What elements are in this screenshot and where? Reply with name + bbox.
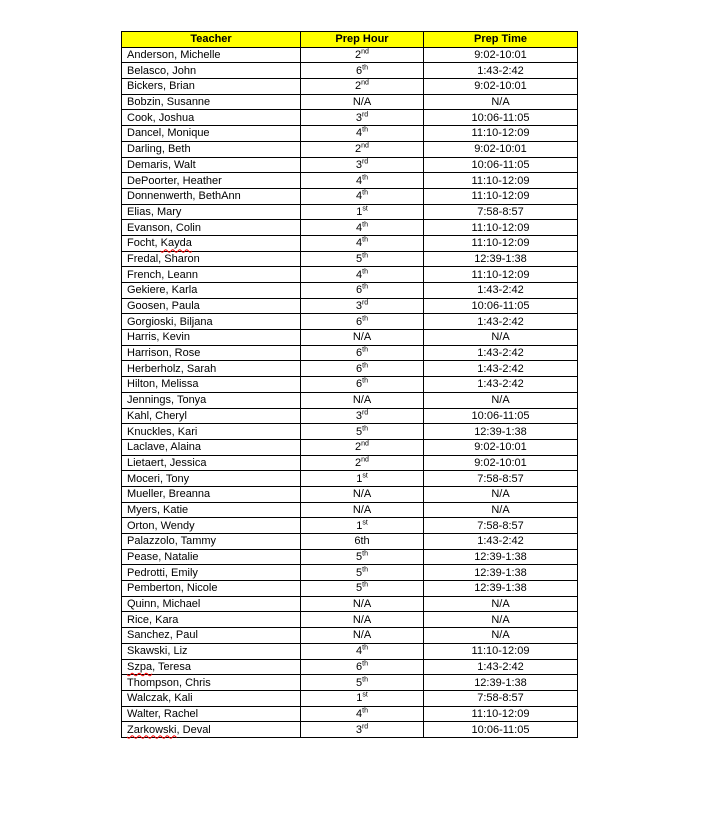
prep-hour-cell: 4th: [301, 188, 424, 204]
prep-time-cell: 1:43-2:42: [424, 361, 578, 377]
teacher-name-cell: Cook, Joshua: [122, 110, 301, 126]
prep-time-cell: 1:43-2:42: [424, 63, 578, 79]
prep-time-cell: 11:10-12:09: [424, 706, 578, 722]
prep-hour-cell: 5th: [301, 251, 424, 267]
ordinal-suffix: nd: [361, 79, 369, 87]
ordinal-suffix: st: [362, 205, 368, 213]
teacher-name-cell: Zarkowski, Deval: [122, 722, 301, 738]
prep-hour-cell: 5th: [301, 675, 424, 691]
teacher-name-cell: French, Leann: [122, 267, 301, 283]
table-row: [122, 377, 578, 393]
teacher-name-cell: Pease, Natalie: [122, 549, 301, 565]
prep-hour-cell: 5th: [301, 424, 424, 440]
table-row: [122, 235, 578, 251]
table-row: [122, 659, 578, 675]
prep-time-cell: 1:43-2:42: [424, 534, 578, 550]
teacher-name-cell: Pemberton, Nicole: [122, 581, 301, 597]
table-row: [122, 110, 578, 126]
ordinal-suffix: rd: [361, 158, 369, 166]
prep-hour-cell: 4th: [301, 126, 424, 142]
prep-hour-cell: 1st: [301, 471, 424, 487]
ordinal-suffix: th: [362, 252, 368, 260]
table-row: [122, 63, 578, 79]
ordinal-suffix: rd: [361, 111, 369, 119]
table-row: [122, 690, 578, 706]
ordinal-suffix: th: [362, 268, 368, 275]
table-row: [122, 173, 578, 189]
prep-schedule-table: [121, 31, 578, 738]
teacher-name-cell: Moceri, Tony: [122, 471, 301, 487]
ordinal-suffix: th: [362, 581, 368, 589]
teacher-name-cell: Skawski, Liz: [122, 643, 301, 659]
prep-time-cell: 12:39-1:38: [424, 581, 578, 597]
table-row: [122, 267, 578, 283]
prep-time-cell: 11:10-12:09: [424, 126, 578, 142]
table-row: [122, 534, 578, 550]
prep-hour-cell: 3rd: [301, 298, 424, 314]
ordinal-suffix: th: [362, 377, 368, 385]
prep-hour-cell: 6th: [301, 534, 424, 550]
prep-time-cell: 1:43-2:42: [424, 377, 578, 393]
teacher-name-cell: Walter, Rachel: [122, 706, 301, 722]
ordinal-suffix: th: [362, 236, 368, 244]
header-cell-prep-time: Prep Time: [424, 32, 578, 48]
teacher-name-cell: Anderson, Michelle: [122, 47, 301, 63]
ordinal-suffix: th: [362, 283, 368, 291]
prep-time-cell: N/A: [424, 628, 578, 644]
ordinal-suffix: th: [362, 346, 368, 354]
prep-hour-cell: 5th: [301, 549, 424, 565]
misspelled-word: Szpa: [127, 660, 153, 673]
prep-hour-cell: 6th: [301, 345, 424, 361]
prep-hour-cell: N/A: [301, 612, 424, 628]
teacher-name-cell: Harrison, Rose: [122, 345, 301, 361]
header-cell-teacher: Teacher: [122, 32, 301, 48]
teacher-name-cell: Laclave, Alaina: [122, 439, 301, 455]
prep-time-cell: 12:39-1:38: [424, 549, 578, 565]
teacher-name-cell: Hilton, Melissa: [122, 377, 301, 393]
prep-time-cell: 11:10-12:09: [424, 220, 578, 236]
table-row: [122, 675, 578, 691]
prep-time-cell: 10:06-11:05: [424, 298, 578, 314]
prep-hour-cell: 5th: [301, 565, 424, 581]
teacher-name-cell: Walczak, Kali: [122, 690, 301, 706]
prep-hour-cell: N/A: [301, 628, 424, 644]
prep-time-cell: 7:58-8:57: [424, 690, 578, 706]
teacher-name-cell: Donnenwerth, BethAnn: [122, 188, 301, 204]
prep-hour-cell: 6th: [301, 283, 424, 299]
table-row: [122, 251, 578, 267]
teacher-name-cell: Gekiere, Karla: [122, 283, 301, 299]
prep-time-cell: 9:02-10:01: [424, 47, 578, 63]
ordinal-suffix: th: [362, 424, 368, 432]
prep-hour-cell: 3rd: [301, 157, 424, 173]
prep-time-cell: 10:06-11:05: [424, 408, 578, 424]
teacher-name-cell: Goosen, Paula: [122, 298, 301, 314]
prep-hour-cell: 6th: [301, 63, 424, 79]
table-row: [122, 204, 578, 220]
teacher-name-cell: Evanson, Colin: [122, 220, 301, 236]
prep-time-cell: 9:02-10:01: [424, 141, 578, 157]
ordinal-suffix: th: [362, 707, 368, 715]
misspelled-word: Kayda: [160, 237, 192, 250]
teacher-name-cell: Myers, Katie: [122, 502, 301, 518]
teacher-name-cell: Fredal, Sharon: [122, 251, 301, 267]
teacher-name-cell: Knuckles, Kari: [122, 424, 301, 440]
ordinal-suffix: th: [362, 64, 368, 72]
teacher-name-cell: Quinn, Michael: [122, 596, 301, 612]
prep-hour-cell: 4th: [301, 220, 424, 236]
prep-time-cell: N/A: [424, 392, 578, 408]
teacher-name-cell: Rice, Kara: [122, 612, 301, 628]
table-row: [122, 79, 578, 95]
prep-time-cell: N/A: [424, 596, 578, 612]
prep-hour-cell: N/A: [301, 502, 424, 518]
prep-time-cell: 7:58-8:57: [424, 518, 578, 534]
table-row: [122, 314, 578, 330]
table-row: [122, 157, 578, 173]
ordinal-suffix: rd: [361, 299, 369, 307]
prep-hour-cell: 2nd: [301, 141, 424, 157]
prep-hour-cell: 4th: [301, 173, 424, 189]
prep-time-cell: N/A: [424, 502, 578, 518]
teacher-name-cell: Palazzolo, Tammy: [122, 534, 301, 550]
prep-time-cell: 11:10-12:09: [424, 188, 578, 204]
ordinal-suffix: nd: [361, 456, 369, 464]
table-body: [122, 47, 578, 737]
ordinal-suffix: nd: [361, 142, 369, 150]
table-row: [122, 471, 578, 487]
table-row: [122, 188, 578, 204]
table-row: [122, 722, 578, 738]
prep-hour-cell: 4th: [301, 706, 424, 722]
prep-time-cell: 11:10-12:09: [424, 643, 578, 659]
table-row: [122, 345, 578, 361]
table-row: [122, 455, 578, 471]
prep-hour-cell: 4th: [301, 267, 424, 283]
teacher-name-cell: Dancel, Monique: [122, 126, 301, 142]
table-row: [122, 581, 578, 597]
table-row: [122, 549, 578, 565]
prep-time-cell: 1:43-2:42: [424, 283, 578, 299]
prep-hour-cell: 3rd: [301, 110, 424, 126]
ordinal-suffix: th: [362, 189, 368, 197]
teacher-name-cell: Harris, Kevin: [122, 330, 301, 346]
teacher-name-cell: Gorgioski, Biljana: [122, 314, 301, 330]
prep-time-cell: 12:39-1:38: [424, 675, 578, 691]
prep-time-cell: 10:06-11:05: [424, 110, 578, 126]
prep-hour-cell: 1st: [301, 204, 424, 220]
prep-time-cell: 9:02-10:01: [424, 439, 578, 455]
table-row: [122, 612, 578, 628]
teacher-name-cell: Bickers, Brian: [122, 79, 301, 95]
ordinal-suffix: th: [362, 675, 368, 683]
table-row: [122, 94, 578, 110]
table-row: [122, 330, 578, 346]
table-row: [122, 298, 578, 314]
table-row: [122, 502, 578, 518]
table-row: [122, 408, 578, 424]
table-row: [122, 643, 578, 659]
ordinal-suffix: th: [362, 550, 368, 558]
prep-time-cell: 12:39-1:38: [424, 565, 578, 581]
teacher-name-cell: Pedrotti, Emily: [122, 565, 301, 581]
prep-hour-cell: N/A: [301, 94, 424, 110]
table-row: [122, 424, 578, 440]
teacher-name-cell: Thompson, Chris: [122, 675, 301, 691]
ordinal-suffix: st: [362, 691, 368, 699]
prep-time-cell: 10:06-11:05: [424, 722, 578, 738]
table-row: [122, 628, 578, 644]
prep-time-cell: 1:43-2:42: [424, 314, 578, 330]
prep-hour-cell: 6th: [301, 314, 424, 330]
prep-hour-cell: N/A: [301, 596, 424, 612]
table-row: [122, 361, 578, 377]
ordinal-suffix: rd: [361, 409, 369, 417]
prep-hour-cell: N/A: [301, 486, 424, 502]
teacher-name-cell: Herberholz, Sarah: [122, 361, 301, 377]
ordinal-suffix: nd: [361, 440, 369, 448]
teacher-name-cell: Mueller, Breanna: [122, 486, 301, 502]
prep-time-cell: N/A: [424, 330, 578, 346]
prep-time-cell: 12:39-1:38: [424, 251, 578, 267]
ordinal-suffix: st: [362, 519, 368, 526]
table-row: [122, 706, 578, 722]
teacher-name-cell: Belasco, John: [122, 63, 301, 79]
prep-time-cell: 11:10-12:09: [424, 173, 578, 189]
ordinal-suffix: th: [362, 362, 368, 370]
ordinal-suffix: th: [362, 220, 368, 228]
prep-hour-cell: 2nd: [301, 79, 424, 95]
prep-hour-cell: 2nd: [301, 455, 424, 471]
prep-hour-cell: 5th: [301, 581, 424, 597]
prep-time-cell: 11:10-12:09: [424, 235, 578, 251]
prep-time-cell: 11:10-12:09: [424, 267, 578, 283]
ordinal-suffix: th: [362, 566, 368, 574]
header-cell-prep-hour: Prep Hour: [301, 32, 424, 48]
table-row: [122, 596, 578, 612]
table-row: [122, 518, 578, 534]
table-row: [122, 439, 578, 455]
prep-hour-cell: 1st: [301, 518, 424, 534]
prep-hour-cell: 2nd: [301, 439, 424, 455]
ordinal-suffix: th: [362, 173, 368, 181]
teacher-name-cell: DePoorter, Heather: [122, 173, 301, 189]
header-row: [122, 32, 578, 48]
prep-time-cell: N/A: [424, 612, 578, 628]
prep-time-cell: 1:43-2:42: [424, 345, 578, 361]
prep-time-cell: 10:06-11:05: [424, 157, 578, 173]
prep-time-cell: 9:02-10:01: [424, 455, 578, 471]
teacher-name-cell: Focht, Kayda: [122, 235, 301, 251]
prep-time-cell: N/A: [424, 94, 578, 110]
ordinal-suffix: nd: [361, 48, 369, 56]
prep-hour-cell: 3rd: [301, 722, 424, 738]
table-header: [122, 32, 578, 48]
prep-hour-cell: 1st: [301, 690, 424, 706]
prep-time-cell: 12:39-1:38: [424, 424, 578, 440]
teacher-name-cell: Lietaert, Jessica: [122, 455, 301, 471]
prep-hour-cell: N/A: [301, 392, 424, 408]
prep-hour-cell: 6th: [301, 361, 424, 377]
ordinal-suffix: th: [362, 644, 368, 652]
prep-time-cell: 7:58-8:57: [424, 204, 578, 220]
ordinal-suffix: st: [362, 471, 368, 479]
teacher-name-cell: Sanchez, Paul: [122, 628, 301, 644]
prep-time-cell: 9:02-10:01: [424, 79, 578, 95]
ordinal-suffix: rd: [361, 722, 369, 730]
table-row: [122, 141, 578, 157]
table-row: [122, 47, 578, 63]
prep-hour-cell: 2nd: [301, 47, 424, 63]
teacher-name-cell: Darling, Beth: [122, 141, 301, 157]
prep-hour-cell: 6th: [301, 377, 424, 393]
table-row: [122, 565, 578, 581]
ordinal-suffix: th: [362, 126, 368, 134]
teacher-name-cell: Kahl, Cheryl: [122, 408, 301, 424]
prep-hour-cell: 4th: [301, 643, 424, 659]
table-row: [122, 392, 578, 408]
prep-time-cell: 7:58-8:57: [424, 471, 578, 487]
ordinal-suffix: th: [362, 315, 368, 323]
table-row: [122, 283, 578, 299]
teacher-name-cell: Szpa, Teresa: [122, 659, 301, 675]
teacher-name-cell: Demaris, Walt: [122, 157, 301, 173]
table-row: [122, 126, 578, 142]
teacher-name-cell: Bobzin, Susanne: [122, 94, 301, 110]
misspelled-word: Zarkowski: [127, 723, 177, 736]
prep-hour-cell: 6th: [301, 659, 424, 675]
prep-hour-cell: N/A: [301, 330, 424, 346]
teacher-name-cell: Orton, Wendy: [122, 518, 301, 534]
teacher-name-cell: Elias, Mary: [122, 204, 301, 220]
table-row: [122, 486, 578, 502]
teacher-name-cell: Jennings, Tonya: [122, 392, 301, 408]
prep-time-cell: N/A: [424, 486, 578, 502]
ordinal-suffix: th: [362, 660, 368, 668]
prep-hour-cell: 4th: [301, 235, 424, 251]
prep-hour-cell: 3rd: [301, 408, 424, 424]
table-row: [122, 220, 578, 236]
prep-time-cell: 1:43-2:42: [424, 659, 578, 675]
